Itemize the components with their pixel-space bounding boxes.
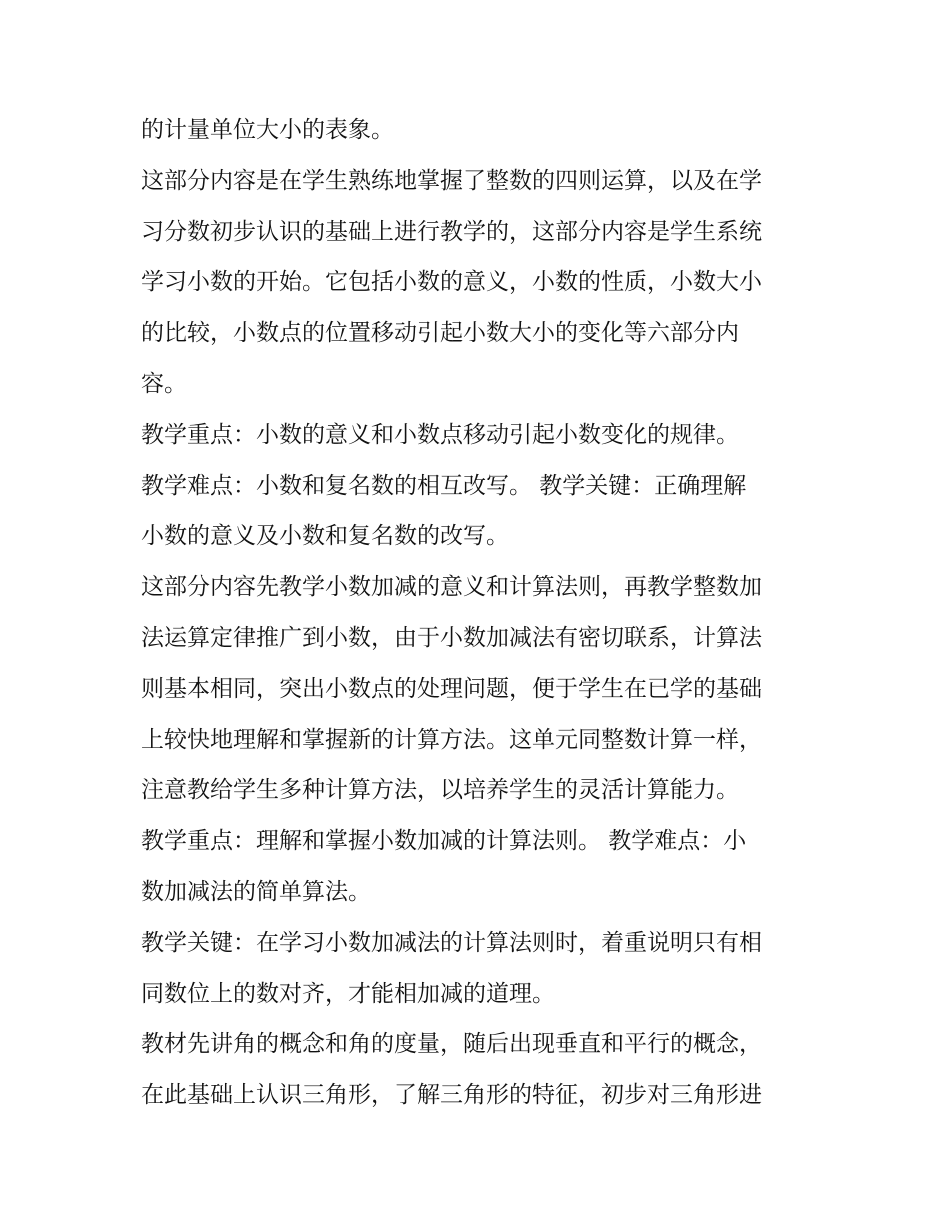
text-line: 的计量单位大小的表象。 — [141, 117, 394, 143]
text-line: 容。 — [141, 370, 187, 397]
text-line: 教学重点：小数的意义和小数点移动引起小数变化的规律。 — [141, 421, 739, 448]
text-line: 习分数初步认识的基础上进行教学的，这部分内容是学生系统 — [141, 218, 762, 245]
text-line: 在此基础上认识三角形，了解三角形的特征，初步对三角形进 — [141, 1082, 762, 1109]
text-line: 上较快地理解和掌握新的计算方法。这单元同整数计算一样， — [141, 726, 762, 753]
text-line: 这部分内容先教学小数加减的意义和计算法则，再教学整数加 — [141, 574, 762, 601]
text-line: 教学重点：理解和掌握小数加减的计算法则。 教学难点：小 — [141, 828, 747, 855]
text-line: 的比较，小数点的位置移动引起小数大小的变化等六部分内 — [141, 320, 739, 347]
text-line: 则基本相同，突出小数点的处理问题，便于学生在已学的基础 — [141, 675, 762, 702]
document-body — [141, 105, 816, 1121]
text-line: 注意教给学生多种计算方法，以培养学生的灵活计算能力。 — [141, 777, 739, 804]
text-line: 这部分内容是在学生熟练地掌握了整数的四则运算，以及在学 — [141, 167, 762, 194]
text-line: 教材先讲角的概念和角的度量，随后出现垂直和平行的概念， — [141, 1031, 762, 1058]
text-line: 数加减法的简单算法。 — [141, 878, 371, 905]
text-line: 法运算定律推广到小数，由于小数加减法有密切联系，计算法 — [141, 624, 762, 651]
text-line: 同数位上的数对齐，才能相加减的道理。 — [141, 980, 555, 1007]
text-line: 教学关键：在学习小数加减法的计算法则时，着重说明只有相 — [141, 929, 762, 956]
text-line: 学习小数的开始。它包括小数的意义，小数的性质，小数大小 — [141, 269, 762, 296]
text-line: 小数的意义及小数和复名数的改写。 — [141, 523, 509, 550]
text-line: 教学难点：小数和复名数的相互改写。 教学关键：正确理解 — [141, 472, 747, 499]
